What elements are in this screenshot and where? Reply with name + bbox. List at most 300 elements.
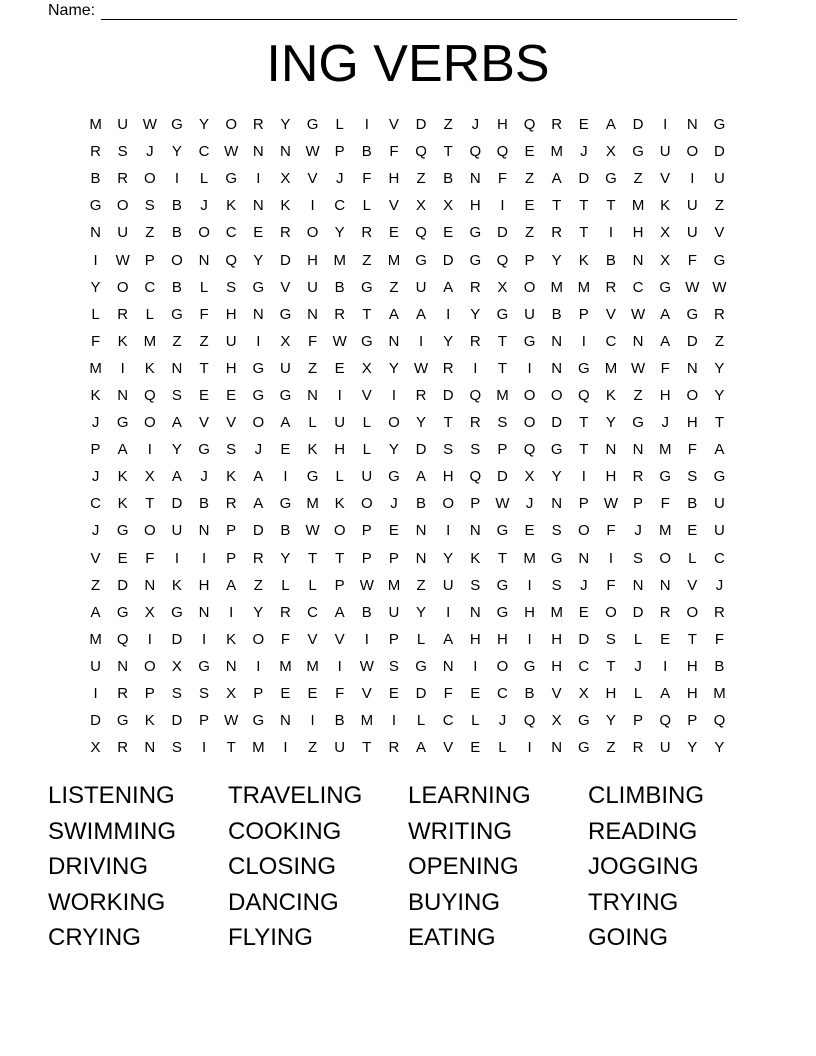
- grid-letter: L: [335, 116, 344, 134]
- grid-letter: I: [337, 657, 342, 675]
- grid-letter: T: [714, 414, 725, 432]
- grid-letter: J: [580, 143, 588, 161]
- grid-letter: M: [631, 197, 645, 215]
- grid-letter: H: [524, 603, 535, 621]
- grid-letter: P: [470, 495, 481, 513]
- grid-letter: Y: [416, 603, 427, 621]
- grid-letter: W: [495, 495, 510, 513]
- grid-letter: W: [305, 522, 320, 540]
- grid-letter: V: [199, 414, 210, 432]
- grid-letter: M: [713, 685, 726, 703]
- grid-letter: O: [171, 251, 183, 269]
- grid-letter: X: [660, 224, 671, 242]
- grid-letter: A: [253, 468, 264, 486]
- grid-letter: N: [469, 522, 481, 540]
- grid-letter: H: [686, 414, 698, 432]
- grid-letter: M: [360, 712, 374, 730]
- grid-letter: Z: [633, 386, 643, 404]
- grid-letter: O: [605, 603, 617, 621]
- grid-letter: S: [443, 441, 454, 459]
- grid-letter: U: [334, 414, 346, 432]
- grid-letter: E: [388, 685, 399, 703]
- grid-letter: U: [90, 657, 101, 675]
- word-list-item: OPENING: [408, 853, 519, 880]
- grid-letter: L: [199, 278, 209, 296]
- grid-letter: K: [307, 441, 318, 459]
- grid-letter: O: [116, 278, 129, 296]
- grid-letter: R: [632, 739, 644, 757]
- grid-letter: Q: [496, 143, 509, 161]
- grid-letter: E: [334, 359, 345, 377]
- word-list-item: READING: [588, 817, 698, 845]
- grid-letter: O: [143, 657, 156, 675]
- grid-letter: J: [471, 116, 480, 134]
- grid-letter: Y: [171, 441, 182, 459]
- grid-letter: S: [470, 441, 481, 459]
- grid-letter: P: [497, 441, 508, 459]
- grid-letter: V: [307, 170, 318, 188]
- grid-letter: Y: [551, 468, 562, 486]
- grid-letter: C: [144, 278, 156, 296]
- grid-letter: J: [525, 495, 534, 513]
- grid-letter: M: [143, 332, 157, 350]
- grid-letter: N: [415, 522, 427, 540]
- grid-letter: G: [415, 251, 427, 269]
- grid-letter: D: [415, 441, 427, 459]
- grid-letter: C: [632, 278, 644, 296]
- grid-letter: I: [93, 685, 98, 703]
- grid-letter: X: [660, 251, 671, 269]
- grid-letter: A: [388, 305, 399, 323]
- grid-letter: U: [334, 739, 346, 757]
- grid-letter: T: [307, 549, 318, 567]
- grid-letter: G: [116, 712, 129, 730]
- grid-letter: K: [144, 359, 155, 377]
- grid-letter: A: [253, 495, 264, 513]
- grid-letter: H: [686, 685, 698, 703]
- grid-letter: R: [469, 278, 481, 296]
- grid-letter: Z: [389, 278, 399, 296]
- grid-letter: R: [361, 224, 373, 242]
- grid-letter: X: [226, 685, 237, 703]
- grid-letter: M: [89, 359, 102, 377]
- grid-letter: A: [605, 116, 616, 134]
- grid-letter: G: [550, 441, 563, 459]
- grid-letter: N: [280, 143, 291, 161]
- grid-letter: L: [199, 170, 209, 188]
- grid-letter: C: [90, 495, 101, 513]
- grid-letter: M: [496, 386, 509, 404]
- grid-letter: O: [143, 414, 156, 432]
- grid-letter: N: [632, 332, 644, 350]
- grid-letter: G: [252, 278, 265, 296]
- grid-letter: A: [334, 603, 345, 621]
- grid-letter: J: [634, 657, 642, 675]
- grid-letter: M: [658, 441, 672, 459]
- grid-letter: C: [334, 197, 346, 215]
- grid-letter: E: [470, 685, 481, 703]
- grid-letter: D: [442, 386, 454, 404]
- grid-letter: G: [360, 278, 373, 296]
- grid-letter: I: [256, 657, 261, 675]
- grid-letter: I: [147, 441, 152, 459]
- grid-letter: G: [659, 278, 672, 296]
- grid-letter: T: [335, 549, 345, 567]
- grid-letter: H: [497, 116, 508, 134]
- page-title: ING VERBS: [266, 35, 550, 93]
- grid-letter: U: [659, 143, 671, 161]
- grid-letter: W: [359, 576, 374, 594]
- grid-letter: P: [253, 685, 264, 703]
- grid-letter: O: [442, 495, 455, 513]
- grid-letter: A: [660, 332, 671, 350]
- grid-letter: I: [663, 657, 668, 675]
- grid-letter: I: [337, 386, 342, 404]
- grid-letter: K: [226, 197, 237, 215]
- grid-letter: A: [443, 278, 454, 296]
- grid-letter: V: [226, 414, 237, 432]
- grid-letter: U: [415, 278, 427, 296]
- grid-letter: G: [469, 251, 482, 269]
- grid-letter: X: [524, 468, 535, 486]
- grid-letter: Y: [90, 278, 101, 296]
- word-list-item: BUYING: [408, 888, 501, 916]
- grid-letter: O: [496, 657, 509, 675]
- grid-letter: N: [415, 549, 427, 567]
- grid-letter: B: [551, 305, 562, 323]
- grid-letter: F: [90, 332, 101, 350]
- grid-letter: Q: [415, 143, 427, 161]
- grid-letter: P: [334, 576, 345, 594]
- grid-letter: D: [171, 712, 183, 730]
- grid-letter: T: [443, 143, 453, 161]
- grid-letter: Z: [714, 197, 725, 215]
- grid-letter: F: [199, 305, 209, 323]
- grid-letter: K: [171, 576, 182, 594]
- grid-letter: Z: [443, 116, 453, 134]
- grid-letter: O: [523, 386, 536, 404]
- grid-letter: R: [388, 739, 400, 757]
- grid-letter: O: [686, 143, 699, 161]
- grid-letter: F: [606, 576, 616, 594]
- grid-letter: B: [361, 603, 372, 621]
- grid-letter: J: [91, 468, 100, 486]
- grid-letter: E: [253, 224, 264, 242]
- grid-letter: H: [632, 224, 644, 242]
- grid-letter: N: [198, 603, 210, 621]
- grid-letter: L: [308, 576, 317, 594]
- grid-letter: J: [715, 576, 724, 594]
- grid-letter: G: [686, 305, 699, 323]
- grid-letter: H: [225, 359, 237, 377]
- grid-letter: J: [634, 522, 642, 540]
- grid-letter: M: [577, 278, 591, 296]
- grid-letter: B: [171, 224, 182, 242]
- grid-letter: H: [198, 576, 210, 594]
- grid-letter: I: [581, 468, 586, 486]
- grid-letter: L: [471, 712, 480, 730]
- grid-letter: B: [416, 495, 427, 513]
- word-list-item: CLOSING: [228, 853, 337, 880]
- grid-letter: D: [578, 630, 590, 648]
- grid-letter: F: [335, 685, 345, 703]
- grid-letter: K: [578, 251, 589, 269]
- grid-letter: A: [171, 468, 182, 486]
- grid-letter: T: [579, 414, 589, 432]
- grid-letter: W: [305, 143, 320, 161]
- grid-letter: Z: [416, 576, 426, 594]
- grid-letter: G: [171, 305, 183, 323]
- grid-letter: F: [389, 143, 399, 161]
- grid-letter: X: [171, 657, 182, 675]
- word-list-item: TRAVELING: [228, 782, 363, 809]
- grid-letter: G: [550, 549, 563, 567]
- grid-letter: J: [146, 143, 154, 161]
- grid-letter: V: [388, 197, 399, 215]
- grid-letter: F: [660, 359, 670, 377]
- name-field: [48, 0, 737, 20]
- grid-letter: F: [687, 251, 697, 269]
- grid-letter: N: [252, 197, 264, 215]
- grid-letter: A: [660, 305, 671, 323]
- grid-letter: G: [279, 495, 292, 513]
- grid-letter: N: [632, 251, 644, 269]
- grid-letter: Y: [714, 386, 725, 404]
- grid-letter: G: [306, 468, 319, 486]
- grid-letter: G: [713, 116, 726, 134]
- grid-letter: N: [469, 170, 481, 188]
- grid-letter: N: [469, 603, 481, 621]
- grid-letter: O: [523, 414, 536, 432]
- grid-letter: R: [659, 603, 671, 621]
- grid-letter: I: [391, 712, 397, 730]
- grid-letter: V: [605, 305, 616, 323]
- grid-letter: L: [688, 549, 697, 567]
- grid-letter: Q: [469, 386, 482, 404]
- grid-letter: W: [630, 359, 646, 377]
- grid-letter: Y: [551, 251, 562, 269]
- grid-letter: I: [446, 305, 451, 323]
- grid-letter: T: [606, 657, 616, 675]
- grid-letter: E: [307, 685, 318, 703]
- grid-letter: X: [144, 603, 155, 621]
- grid-letter: W: [359, 657, 374, 675]
- grid-letter: C: [578, 657, 590, 675]
- grid-letter: J: [91, 522, 100, 540]
- grid-letter: M: [387, 576, 401, 594]
- grid-letter: U: [117, 224, 129, 242]
- grid-letter: V: [714, 224, 725, 242]
- grid-letter: R: [632, 468, 644, 486]
- grid-letter: G: [198, 657, 210, 675]
- grid-letter: V: [551, 685, 562, 703]
- grid-letter: V: [443, 739, 454, 757]
- grid-letter: F: [307, 332, 318, 350]
- grid-letter: U: [686, 224, 698, 242]
- grid-letter: T: [579, 224, 589, 242]
- grid-letter: N: [117, 386, 129, 404]
- grid-letter: A: [226, 576, 237, 594]
- grid-letter: T: [606, 197, 616, 215]
- grid-letter: D: [171, 630, 183, 648]
- grid-letter: L: [281, 576, 290, 594]
- grid-letter: E: [199, 386, 210, 404]
- grid-letter: H: [442, 468, 454, 486]
- grid-letter: E: [524, 197, 535, 215]
- grid-letter: I: [201, 630, 207, 648]
- grid-letter: G: [388, 468, 400, 486]
- grid-letter: C: [225, 224, 237, 242]
- grid-letter: B: [171, 197, 182, 215]
- grid-letter: U: [225, 332, 237, 350]
- grid-letter: O: [659, 549, 672, 567]
- grid-letter: D: [632, 603, 644, 621]
- grid-letter: W: [630, 305, 646, 323]
- grid-letter: U: [171, 522, 183, 540]
- grid-letter: S: [199, 685, 210, 703]
- grid-letter: B: [443, 170, 454, 188]
- grid-letter: X: [144, 468, 155, 486]
- grid-letter: G: [496, 305, 509, 323]
- grid-letter: K: [334, 495, 345, 513]
- grid-letter: I: [527, 630, 532, 648]
- grid-letter: G: [659, 468, 672, 486]
- grid-letter: G: [116, 603, 129, 621]
- grid-letter: E: [524, 143, 535, 161]
- grid-letter: B: [334, 278, 345, 296]
- grid-letter: F: [714, 630, 725, 648]
- grid-letter: U: [714, 522, 725, 540]
- grid-letter: Z: [524, 224, 535, 242]
- word-list-item: CRYING: [48, 924, 141, 951]
- grid-letter: I: [256, 332, 261, 350]
- grid-letter: G: [605, 170, 617, 188]
- grid-letter: U: [686, 197, 698, 215]
- grid-letter: L: [633, 630, 643, 648]
- grid-letter: P: [524, 251, 535, 269]
- grid-letter: T: [362, 305, 372, 323]
- grid-letter: E: [226, 386, 237, 404]
- grid-letter: H: [551, 630, 563, 648]
- grid-letter: X: [443, 197, 454, 215]
- grid-letter: M: [523, 549, 536, 567]
- grid-letter: P: [144, 251, 155, 269]
- grid-letter: J: [200, 468, 208, 486]
- grid-letter: R: [334, 305, 346, 323]
- grid-letter: G: [171, 116, 183, 134]
- grid-letter: U: [307, 278, 318, 296]
- grid-letter: S: [633, 549, 644, 567]
- word-list-item: JOGGING: [588, 853, 699, 880]
- grid-letter: A: [551, 170, 562, 188]
- grid-letter: Y: [253, 603, 264, 621]
- grid-letter: I: [93, 251, 98, 269]
- grid-letter: F: [443, 685, 453, 703]
- grid-letter: O: [225, 116, 238, 134]
- grid-letter: N: [252, 143, 264, 161]
- grid-letter: I: [120, 359, 125, 377]
- grid-letter: C: [442, 712, 454, 730]
- grid-letter: E: [117, 549, 128, 567]
- grid-letter: R: [117, 739, 129, 757]
- grid-letter: Q: [415, 224, 427, 242]
- grid-letter: G: [415, 657, 427, 675]
- grid-letter: F: [497, 170, 508, 188]
- grid-letter: N: [307, 305, 318, 323]
- grid-letter: K: [117, 332, 128, 350]
- grid-letter: X: [605, 143, 616, 161]
- grid-letter: J: [580, 576, 588, 594]
- grid-letter: G: [252, 359, 265, 377]
- grid-letter: G: [577, 739, 590, 757]
- grid-letter: O: [143, 522, 156, 540]
- grid-letter: O: [252, 630, 265, 648]
- grid-letter: B: [199, 495, 210, 513]
- grid-letter: G: [713, 468, 726, 486]
- grid-letter: P: [226, 549, 237, 567]
- grid-letter: N: [551, 359, 563, 377]
- grid-letter: T: [226, 739, 236, 757]
- grid-letter: G: [496, 576, 509, 594]
- grid-letter: N: [686, 359, 698, 377]
- grid-letter: I: [418, 332, 424, 350]
- grid-letter: R: [252, 116, 264, 134]
- grid-letter: S: [497, 414, 508, 432]
- grid-letter: W: [685, 278, 700, 296]
- grid-letter: K: [117, 468, 128, 486]
- grid-letter: I: [364, 116, 369, 134]
- grid-letter: R: [280, 224, 291, 242]
- grid-letter: P: [687, 712, 698, 730]
- grid-letter: O: [388, 414, 400, 432]
- grid-letter: B: [605, 251, 616, 269]
- grid-letter: O: [686, 386, 699, 404]
- grid-letter: H: [686, 657, 698, 675]
- grid-letter: O: [143, 170, 156, 188]
- name-blank-line[interactable]: [101, 5, 737, 20]
- grid-letter: O: [550, 386, 563, 404]
- grid-letter: G: [577, 712, 590, 730]
- grid-letter: U: [361, 468, 373, 486]
- grid-letter: Z: [199, 332, 209, 350]
- grid-letter: U: [714, 495, 725, 513]
- grid-letter: T: [497, 359, 508, 377]
- grid-letter: B: [171, 278, 182, 296]
- grid-letter: A: [416, 305, 427, 323]
- grid-letter: B: [714, 657, 725, 675]
- grid-letter: X: [551, 712, 562, 730]
- grid-letter: E: [280, 441, 291, 459]
- grid-letter: E: [388, 224, 399, 242]
- grid-letter: D: [714, 143, 725, 161]
- grid-letter: T: [552, 197, 562, 215]
- word-list-item: WRITING: [408, 817, 512, 845]
- grid-letter: K: [280, 197, 291, 215]
- grid-letter: U: [524, 305, 535, 323]
- grid-letter: S: [171, 386, 182, 404]
- grid-letter: Y: [605, 414, 616, 432]
- grid-letter: P: [633, 495, 644, 513]
- grid-letter: W: [224, 143, 239, 161]
- grid-letter: Z: [145, 224, 155, 242]
- grid-letter: R: [442, 359, 454, 377]
- grid-letter: O: [333, 522, 346, 540]
- grid-letter: D: [686, 332, 698, 350]
- word-list-item: DRIVING: [48, 853, 149, 880]
- grid-letter: Q: [116, 630, 129, 648]
- grid-letter: A: [714, 441, 725, 459]
- grid-letter: G: [252, 386, 265, 404]
